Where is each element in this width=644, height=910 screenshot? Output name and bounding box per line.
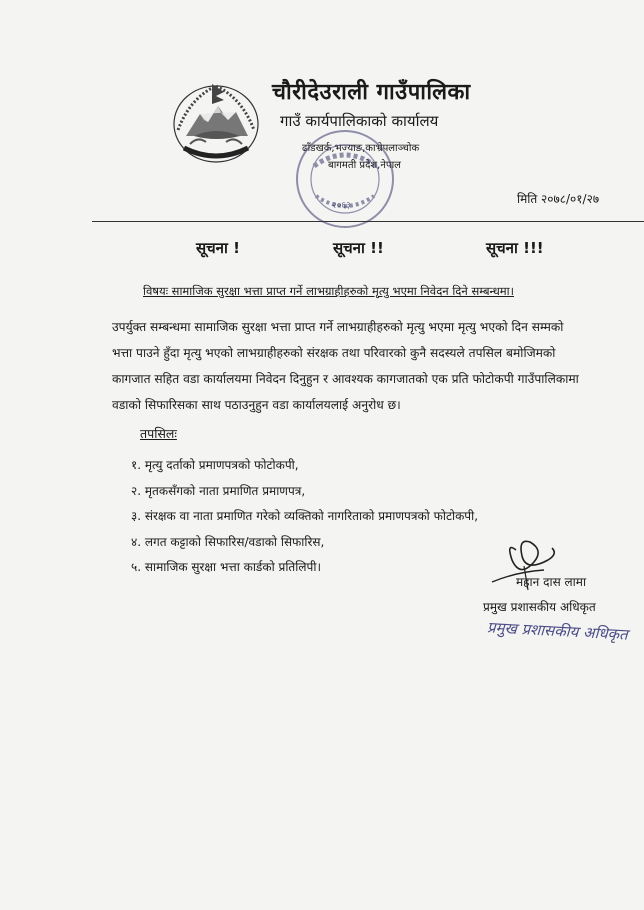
notice-heading: सूचना ! — [196, 239, 240, 257]
list-item: १. मृत्यु दर्ताको प्रमाणपत्रको फोटोकपी, — [131, 458, 299, 472]
nepal-emblem-icon — [170, 78, 262, 166]
org-name: चौरीदेउराली गाउँपालिका — [272, 80, 471, 105]
signatory-title: प्रमुख प्रशासकीय अधिकृत — [483, 600, 596, 614]
list-item: ५. सामाजिक सुरक्षा भत्ता कार्डको प्रतिलिपी। — [131, 560, 321, 574]
header-divider — [92, 221, 644, 222]
annex-title: तपसिलः — [140, 426, 177, 441]
notice-heading: सूचना !! — [333, 239, 384, 257]
body-line: कागजात सहित वडा कार्यालयमा निवेदन दिनुहुन र आवश्यक कागजातको एक प्रति फोटोकपी गाउँपालिकामा — [112, 372, 579, 386]
list-item: ३. संरक्षक वा नाता प्रमाणित गरेको व्यक्तिको नागरिताको प्रमाणपत्रको फोटोकपी, — [131, 509, 479, 523]
list-item: ४. लगत कट्टाको सिफारिस/वडाको सिफारिस, — [131, 534, 325, 549]
title-stamp: प्रमुख प्रशासकीय अधिकृत — [486, 618, 629, 644]
body-paragraph — [112, 314, 632, 418]
address-line: ढाँडखर्क,भज्याङ,काभ्रेपलाञ्चोक — [302, 143, 420, 154]
document-date: मिति २०७८/०१/२७ — [517, 192, 600, 206]
office-stamp-icon — [292, 126, 398, 232]
list-item: २. मृतकसँगको नाता प्रमाणित प्रमाणपत्र, — [131, 483, 306, 498]
requirements-list — [131, 456, 478, 584]
body-line: उपर्युक्त सम्बन्धमा सामाजिक सुरक्षा भत्ता प्राप्त गर्ने लाभग्राहीहरुको मृत्यु भएमा मृत्यु भएको दिन सम्मको — [112, 320, 564, 334]
notice-heading: सूचना !!! — [486, 239, 544, 257]
province-line: बागमती प्रदेश,नेपाल — [328, 160, 401, 171]
body-line: भत्ता पाउने हुँदा मृत्यु भएको लाभग्राहीहरुको संरक्षक तथा परिवारको कुनै सदस्यले तपसिल बमोजिमको — [112, 346, 556, 360]
subject-line: विषयः सामाजिक सुरक्षा भत्ता प्राप्त गर्ने लाभग्राहीहरुको मृत्यु भएमा निवेदन दिने सम्बन्धमा। — [143, 284, 515, 298]
stamp-number: २०६३ — [332, 201, 351, 211]
signatory-name: महान दास लामा — [516, 575, 587, 589]
body-line: वडाको सिफारिसका साथ पठाउनुहुन वडा कार्यालयलाई अनुरोध छ। — [112, 398, 401, 412]
office-name: गाउँ कार्यपालिकाको कार्यालय — [280, 112, 439, 130]
